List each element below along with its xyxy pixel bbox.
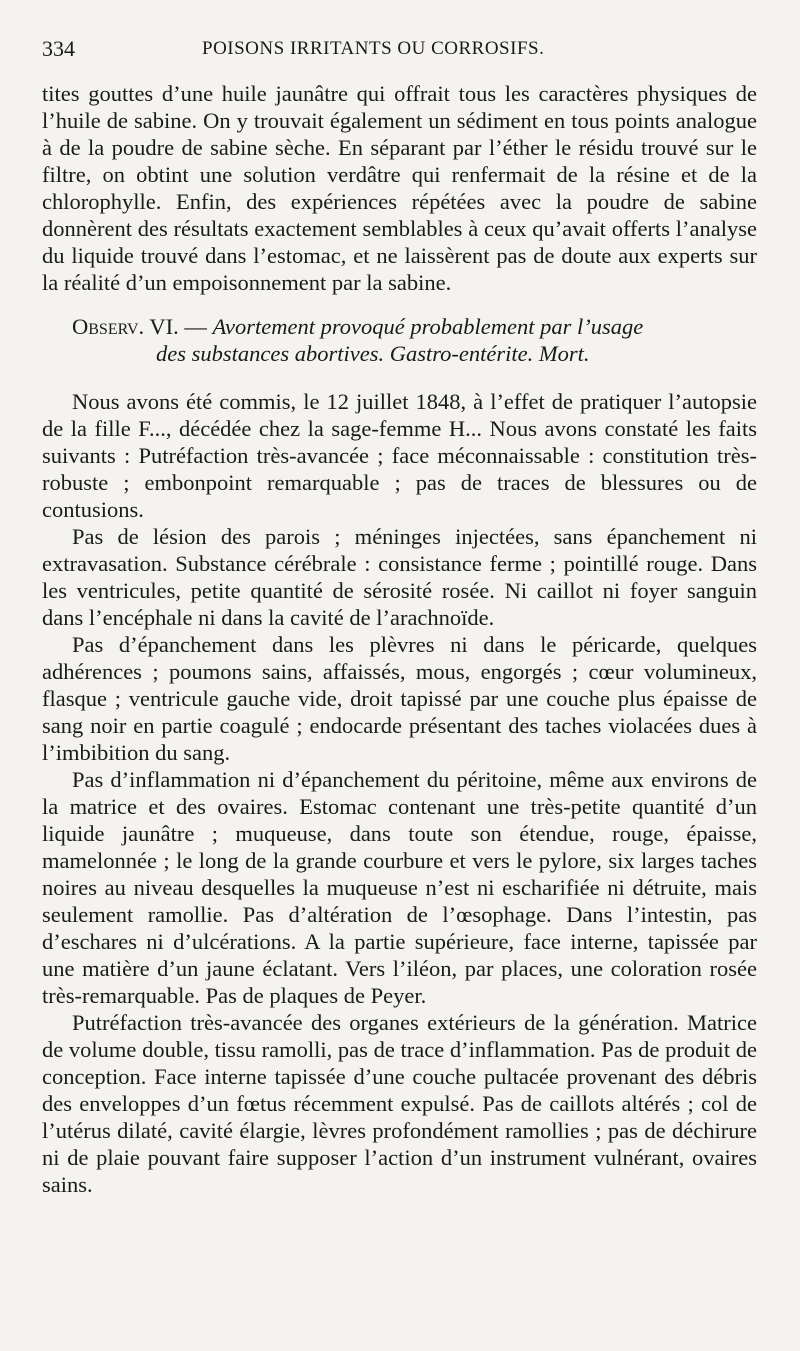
paragraph-abdomen-findings: Pas d’inflammation ni d’épanchement du péritoine, même aux environs de la matrice et des ovaires. Estomac contenant une très-petite quantité d’un liquide jaunâtre ; muqueuse, dans toute son étendue, rouge, épaisse, mamelonnée ; le long de la grande courbure et vers le pylore, six larges taches noires au niveau desquelles la muqueuse n’est ni escharifiée ni détruite, mais seulement ramollie. Pas d’altération de l’œsophage. Dans l’intestin, pas d’eschares ni d’ulcérations. A la partie supérieure, face interne, tapissée par une matière d’un jaune éclatant. Vers l’iléon, par places, une coloration rosée très-remarquable. Pas de plaques de Peyer. bbox=[42, 767, 757, 1008]
observation-heading bbox=[42, 313, 757, 367]
observation-dash: — bbox=[178, 314, 213, 339]
observation-number: Observ. VI. bbox=[72, 314, 179, 339]
observation-title-line-2: des substances abortives. Gastro-entérite. Mort. bbox=[156, 341, 590, 366]
paragraph-continuation: tites gouttes d’une huile jaunâtre qui offrait tous les caractères physiques de l’huile de sabine. On y trouvait également un sédiment en tous points analogue à de la poudre de sabine sèche. En séparant par l’éther le résidu trouvé sur le filtre, on obtint une solution verdâtre qui renfermait de la résine et de la chlorophylle. Enfin, des expériences répétées avec la poudre de sabine donnèrent des résultats exactement semblables à ceux qu’avait offerts l’analyse du liquide trouvé dans l’estomac, et ne laissèrent pas de doute aux experts sur la réalité d’un empoisonnement par la sabine. bbox=[42, 81, 757, 295]
page-body bbox=[42, 80, 757, 1198]
page-header bbox=[42, 36, 758, 68]
paragraph-genital-findings: Putréfaction très-avancée des organes extérieurs de la génération. Matrice de volume double, tissu ramolli, pas de trace d’inflammation. Pas de produit de conception. Face interne tapissée d’une couche pultacée provenant des débris des enveloppes d’un fœtus récemment expulsé. Pas de caillots altérés ; col de l’utérus dilaté, cavité élargie, lèvres profondément ramollies ; pas de déchirure ni de plaie pouvant faire supposer l’action d’un instrument vulnérant, ovaires sains. bbox=[42, 1010, 757, 1197]
running-head: POISONS IRRITANTS OU CORROSIFS. bbox=[202, 38, 545, 59]
page-number: 334 bbox=[42, 36, 75, 61]
paragraph-head-findings: Pas de lésion des parois ; méninges injectées, sans épanchement ni extravasation. Substance cérébrale : consistance ferme ; pointillé rouge. Dans les ventricules, petite quantité de sérosité rosée. Ni caillot ni foyer sanguin dans l’encéphale ni dans la cavité de l’arachnoïde. bbox=[42, 524, 757, 630]
observation-heading-line-2 bbox=[42, 340, 757, 367]
paragraph-autopsy-intro: Nous avons été commis, le 12 juillet 1848, à l’effet de pratiquer l’autopsie de la fille F..., décédée chez la sage-femme H... Nous avons constaté les faits suivants : Putréfaction très-avancée ; face méconnaissable : constitution très-robuste ; embonpoint remarquable ; pas de traces de blessures ou de contusions. bbox=[42, 389, 757, 522]
paragraph-thorax-findings: Pas d’épanchement dans les plèvres ni dans le péricarde, quelques adhérences ; poumons sains, affaissés, mous, engorgés ; cœur volumineux, flasque ; ventricule gauche vide, droit tapissé par une couche plus épaisse de sang noir en partie coagulé ; endocarde présentant des taches violacées dues à l’imbibition du sang. bbox=[42, 632, 757, 765]
observation-heading-line-1 bbox=[42, 313, 757, 340]
observation-title-line-1: Avortement provoqué probablement par l’usage bbox=[212, 314, 644, 339]
